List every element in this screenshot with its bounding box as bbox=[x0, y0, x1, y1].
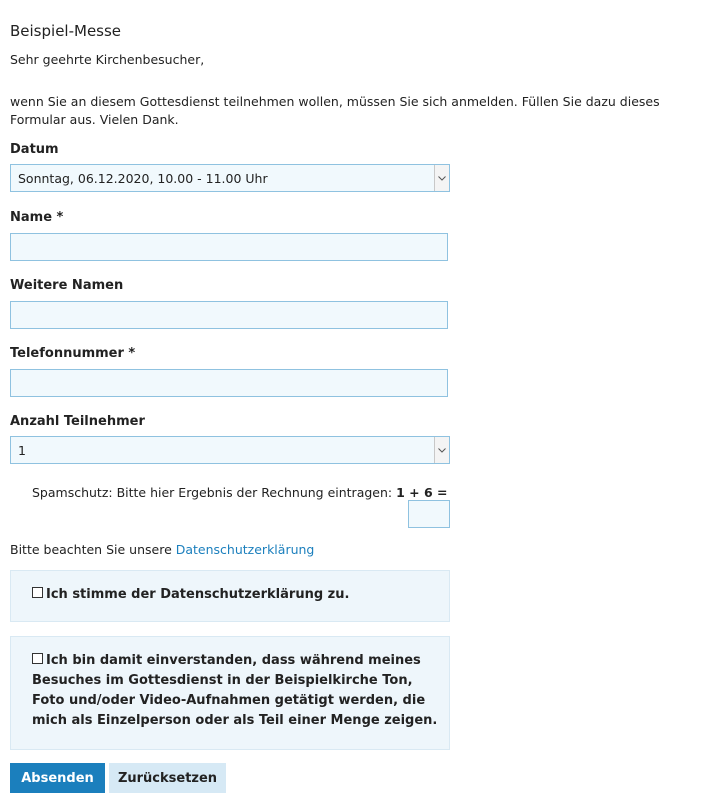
reset-button[interactable]: Zurücksetzen bbox=[109, 763, 226, 793]
privacy-note bbox=[10, 542, 314, 557]
chevron-down-icon[interactable] bbox=[434, 165, 449, 191]
captcha-label bbox=[32, 485, 448, 500]
name-label: Name * bbox=[10, 210, 64, 225]
consent-privacy[interactable] bbox=[32, 585, 442, 605]
checkbox-icon[interactable] bbox=[32, 587, 43, 598]
consent-privacy-label: Ich stimme der Datenschutzerklärung zu. bbox=[46, 587, 350, 602]
chevron-down-icon[interactable] bbox=[434, 437, 449, 463]
anzahl-label: Anzahl Teilnehmer bbox=[10, 414, 145, 429]
datum-select[interactable] bbox=[10, 164, 450, 192]
consent-media-label: Ich bin damit einverstanden, dass während meines Besuches im Gottesdienst in der Beispielkirche Ton, Foto und/oder Video-Aufnahmen getätigt werden, die mich als Einzelperson oder als Teil einer Menge zeigen. bbox=[32, 653, 438, 728]
datum-label: Datum bbox=[10, 142, 59, 157]
captcha-instruction: Spamschutz: Bitte hier Ergebnis der Rechnung eintragen: bbox=[32, 485, 393, 500]
greeting-text: Sehr geehrte Kirchenbesucher, bbox=[10, 52, 205, 67]
datum-select-value: Sonntag, 06.12.2020, 10.00 - 11.00 Uhr bbox=[18, 171, 268, 186]
intro-text: wenn Sie an diesem Gottesdienst teilnehmen wollen, müssen Sie sich anmelden. Füllen Sie dazu dieses Formular aus. Vielen Dank. bbox=[10, 94, 660, 127]
submit-button[interactable]: Absenden bbox=[10, 763, 105, 793]
anzahl-select[interactable] bbox=[10, 436, 450, 464]
weitere-namen-input[interactable] bbox=[10, 301, 448, 329]
anzahl-select-value: 1 bbox=[18, 443, 26, 458]
privacy-policy-link[interactable]: Datenschutzerklärung bbox=[175, 542, 315, 557]
weitere-namen-label: Weitere Namen bbox=[10, 278, 124, 293]
captcha-input[interactable] bbox=[408, 500, 450, 528]
telefon-label: Telefonnummer * bbox=[10, 346, 136, 361]
telefon-input[interactable] bbox=[10, 369, 448, 397]
consent-media[interactable] bbox=[32, 651, 442, 731]
privacy-note-text: Bitte beachten Sie unsere bbox=[10, 542, 172, 557]
checkbox-icon[interactable] bbox=[32, 653, 43, 664]
name-input[interactable] bbox=[10, 233, 448, 261]
captcha-equation: 1 + 6 = bbox=[396, 485, 448, 500]
form-title: Beispiel-Messe bbox=[10, 22, 122, 40]
